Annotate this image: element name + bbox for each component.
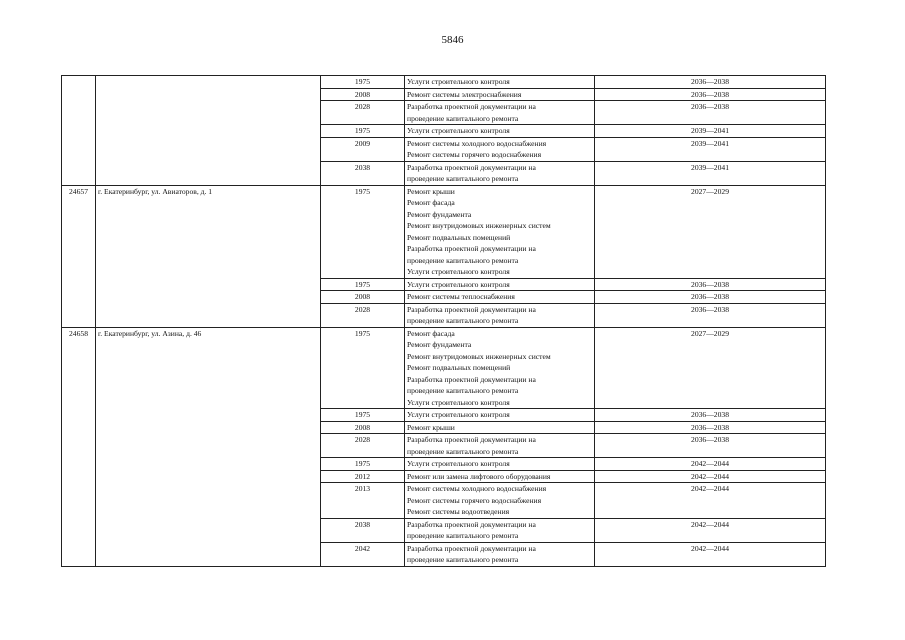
work-type-line: Разработка проектной документации на bbox=[407, 102, 536, 111]
work-type-line: проведение капитального ремонта bbox=[407, 386, 519, 395]
work-type-line: Услуги строительного контроля bbox=[407, 397, 510, 407]
year-cell: 1975 bbox=[321, 125, 405, 138]
work-type-line: Ремонт системы холодного водоснабжения bbox=[407, 484, 547, 493]
table-row bbox=[62, 327, 826, 409]
period-cell: 2039—2041 bbox=[595, 125, 826, 138]
work-type-cell bbox=[405, 470, 595, 483]
work-type-cell bbox=[405, 303, 595, 327]
work-type-cell bbox=[405, 518, 595, 542]
table-row bbox=[62, 185, 826, 278]
object-id-cell: 24657 bbox=[62, 185, 96, 327]
work-type-line: проведение капитального ремонта bbox=[407, 113, 519, 123]
work-type-line: Услуги строительного контроля bbox=[407, 410, 510, 419]
repair-schedule-table bbox=[61, 75, 826, 567]
work-type-line: Ремонт системы холодного водоснабжения bbox=[407, 138, 547, 148]
object-id-cell bbox=[62, 76, 96, 186]
work-type-line: Ремонт системы горячего водоснабжения bbox=[407, 495, 542, 505]
year-cell: 2008 bbox=[321, 291, 405, 304]
work-type-cell bbox=[405, 291, 595, 304]
year-cell: 1975 bbox=[321, 185, 405, 278]
work-type-cell bbox=[405, 483, 595, 519]
year-cell: 2012 bbox=[321, 470, 405, 483]
work-type-cell bbox=[405, 458, 595, 471]
year-cell: 2028 bbox=[321, 434, 405, 458]
work-type-line: проведение капитального ремонта bbox=[407, 174, 519, 183]
address-cell bbox=[96, 76, 321, 186]
work-type-cell bbox=[405, 125, 595, 138]
work-type-line: Ремонт системы водоотведения bbox=[407, 507, 510, 516]
work-type-line: проведение капитального ремонта bbox=[407, 531, 519, 540]
period-cell: 2042—2044 bbox=[595, 470, 826, 483]
work-type-cell bbox=[405, 278, 595, 291]
address-cell: г. Екатеринбург, ул. Авиаторов, д. 1 bbox=[96, 185, 321, 327]
work-type-line: Разработка проектной документации на bbox=[407, 543, 536, 553]
work-type-line: проведение капитального ремонта bbox=[407, 555, 519, 564]
work-type-line: Ремонт системы электроснабжения bbox=[407, 89, 522, 99]
work-type-line: Услуги строительного контроля bbox=[407, 267, 510, 276]
period-cell: 2036—2038 bbox=[595, 278, 826, 291]
work-type-line: проведение капитального ремонта bbox=[407, 446, 519, 456]
work-type-line: Ремонт внутридомовых инженерных систем bbox=[407, 351, 551, 361]
work-type-line: Ремонт или замена лифтового оборудования bbox=[407, 471, 551, 481]
work-type-line: Ремонт внутридомовых инженерных систем bbox=[407, 221, 551, 230]
work-type-cell bbox=[405, 421, 595, 434]
year-cell: 2028 bbox=[321, 101, 405, 125]
period-cell: 2042—2044 bbox=[595, 483, 826, 519]
work-type-line: Услуги строительного контроля bbox=[407, 126, 510, 135]
year-cell: 2008 bbox=[321, 421, 405, 434]
work-type-cell bbox=[405, 185, 595, 278]
year-cell: 1975 bbox=[321, 458, 405, 471]
work-type-line: Ремонт системы горячего водоснабжения bbox=[407, 150, 542, 159]
work-type-cell bbox=[405, 101, 595, 125]
work-type-line: Ремонт фундамента bbox=[407, 340, 472, 349]
work-type-line: Разработка проектной документации на bbox=[407, 374, 536, 384]
period-cell: 2039—2041 bbox=[595, 137, 826, 161]
work-type-line: Ремонт подвальных помещений bbox=[407, 363, 511, 372]
table-row bbox=[62, 76, 826, 89]
period-cell: 2036—2038 bbox=[595, 291, 826, 304]
object-id-cell: 24658 bbox=[62, 327, 96, 566]
work-type-cell bbox=[405, 76, 595, 89]
period-cell: 2036—2038 bbox=[595, 88, 826, 101]
work-type-line: Ремонт фасада bbox=[407, 198, 455, 207]
work-type-line: Разработка проектной документации на bbox=[407, 519, 536, 529]
year-cell: 2008 bbox=[321, 88, 405, 101]
year-cell: 2013 bbox=[321, 483, 405, 519]
period-cell: 2042—2044 bbox=[595, 458, 826, 471]
work-type-line: Ремонт подвальных помещений bbox=[407, 232, 511, 242]
work-type-cell bbox=[405, 434, 595, 458]
year-cell: 2038 bbox=[321, 518, 405, 542]
year-cell: 1975 bbox=[321, 409, 405, 422]
period-cell: 2036—2038 bbox=[595, 76, 826, 89]
work-type-line: Разработка проектной документации на bbox=[407, 435, 536, 444]
work-type-cell bbox=[405, 542, 595, 566]
repair-schedule-body bbox=[62, 76, 826, 567]
address-cell: г. Екатеринбург, ул. Азина, д. 46 bbox=[96, 327, 321, 566]
period-cell: 2027—2029 bbox=[595, 327, 826, 409]
work-type-cell bbox=[405, 161, 595, 185]
work-type-line: Услуги строительного контроля bbox=[407, 77, 510, 86]
work-type-line: Услуги строительного контроля bbox=[407, 459, 510, 468]
work-type-line: Ремонт фундамента bbox=[407, 209, 472, 219]
work-type-line: Разработка проектной документации на bbox=[407, 244, 536, 253]
work-type-cell bbox=[405, 137, 595, 161]
period-cell: 2042—2044 bbox=[595, 518, 826, 542]
year-cell: 2038 bbox=[321, 161, 405, 185]
work-type-cell bbox=[405, 327, 595, 409]
period-cell: 2039—2041 bbox=[595, 161, 826, 185]
year-cell: 2009 bbox=[321, 137, 405, 161]
period-cell: 2027—2029 bbox=[595, 185, 826, 278]
work-type-line: Разработка проектной документации на bbox=[407, 304, 536, 314]
work-type-cell bbox=[405, 409, 595, 422]
year-cell: 1975 bbox=[321, 327, 405, 409]
page-number: 5846 bbox=[441, 34, 464, 46]
period-cell: 2036—2038 bbox=[595, 409, 826, 422]
year-cell: 1975 bbox=[321, 278, 405, 291]
work-type-line: Услуги строительного контроля bbox=[407, 279, 510, 289]
work-type-line: Ремонт крыши bbox=[407, 186, 455, 196]
period-cell: 2042—2044 bbox=[595, 542, 826, 566]
year-cell: 1975 bbox=[321, 76, 405, 89]
work-type-line: Ремонт крыши bbox=[407, 422, 455, 432]
work-type-line: проведение капитального ремонта bbox=[407, 316, 519, 325]
period-cell: 2036—2038 bbox=[595, 421, 826, 434]
period-cell: 2036—2038 bbox=[595, 303, 826, 327]
year-cell: 2028 bbox=[321, 303, 405, 327]
work-type-cell bbox=[405, 88, 595, 101]
work-type-line: Ремонт системы теплоснабжения bbox=[407, 292, 515, 301]
work-type-line: Разработка проектной документации на bbox=[407, 162, 536, 172]
period-cell: 2036—2038 bbox=[595, 434, 826, 458]
period-cell: 2036—2038 bbox=[595, 101, 826, 125]
work-type-line: проведение капитального ремонта bbox=[407, 255, 519, 265]
year-cell: 2042 bbox=[321, 542, 405, 566]
work-type-line: Ремонт фасада bbox=[407, 328, 455, 338]
